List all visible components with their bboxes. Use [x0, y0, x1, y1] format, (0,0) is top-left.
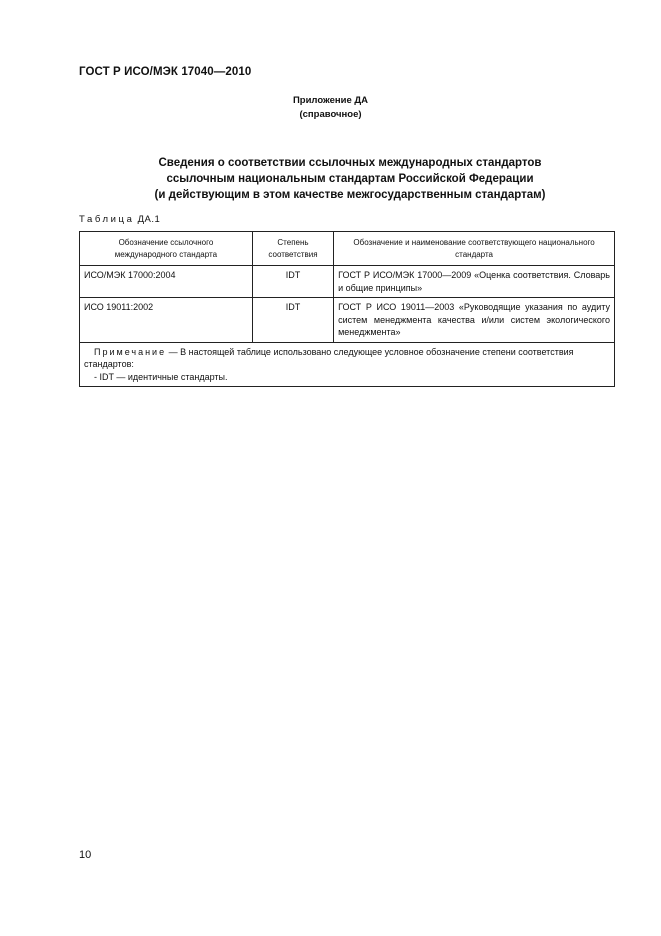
header-intl-line-1: Обозначение ссылочного [118, 238, 214, 247]
cell-degree: IDT [252, 298, 333, 343]
header-degree [252, 232, 333, 266]
note-label: Примечание [94, 346, 167, 357]
table-row [80, 298, 615, 343]
table-caption-word: Таблица [79, 214, 135, 225]
title-line-2: ссылочным национальным стандартам Российской Федерации [166, 173, 534, 185]
cell-intl-standard: ИСО 19011:2002 [80, 298, 253, 343]
header-national-standard [334, 232, 615, 266]
cell-national-standard: ГОСТ Р ИСО 19011—2003 «Руководящие указания по аудиту систем менеджмента качества и/или систем экологического менеджмента» [334, 298, 615, 343]
cell-intl-standard: ИСО/МЭК 17000:2004 [80, 266, 253, 298]
table-header-row [80, 232, 615, 266]
header-degree-line-2: соответствия [268, 250, 318, 259]
appendix-main-title [90, 155, 610, 203]
title-line-1: Сведения о соответствии ссылочных международных стандартов [158, 157, 542, 169]
appendix-heading [0, 94, 661, 122]
table-caption [79, 214, 160, 225]
appendix-title: Приложение ДА [292, 95, 369, 106]
note-text [84, 346, 610, 371]
document-header: ГОСТ Р ИСО/МЭК 17040—2010 [79, 66, 252, 78]
table-note-row [80, 342, 615, 387]
cell-degree: IDT [252, 266, 333, 298]
page-number: 10 [79, 849, 92, 861]
header-natl-line-1: Обозначение и наименование соответствующего национального [353, 238, 595, 247]
header-degree-line-1: Степень [277, 238, 309, 247]
table-row [80, 266, 615, 298]
appendix-subtitle: (справочное) [299, 109, 362, 120]
header-intl-line-2: международного стандарта [114, 250, 218, 259]
table-note [80, 342, 615, 387]
note-list-item: - IDT — идентичные стандарты. [94, 371, 228, 382]
note-body: — В настоящей таблице использовано следующее условное обозначение степени соответствия стандартов: [84, 346, 574, 369]
table-caption-id: ДА.1 [137, 214, 161, 225]
title-line-3: (и действующим в этом качестве межгосударственным стандартам) [154, 189, 546, 201]
correspondence-table [79, 231, 615, 387]
header-intl-standard [80, 232, 253, 266]
cell-national-standard: ГОСТ Р ИСО/МЭК 17000—2009 «Оценка соответствия. Словарь и общие принципы» [334, 266, 615, 298]
header-natl-line-2: стандарта [455, 250, 493, 259]
